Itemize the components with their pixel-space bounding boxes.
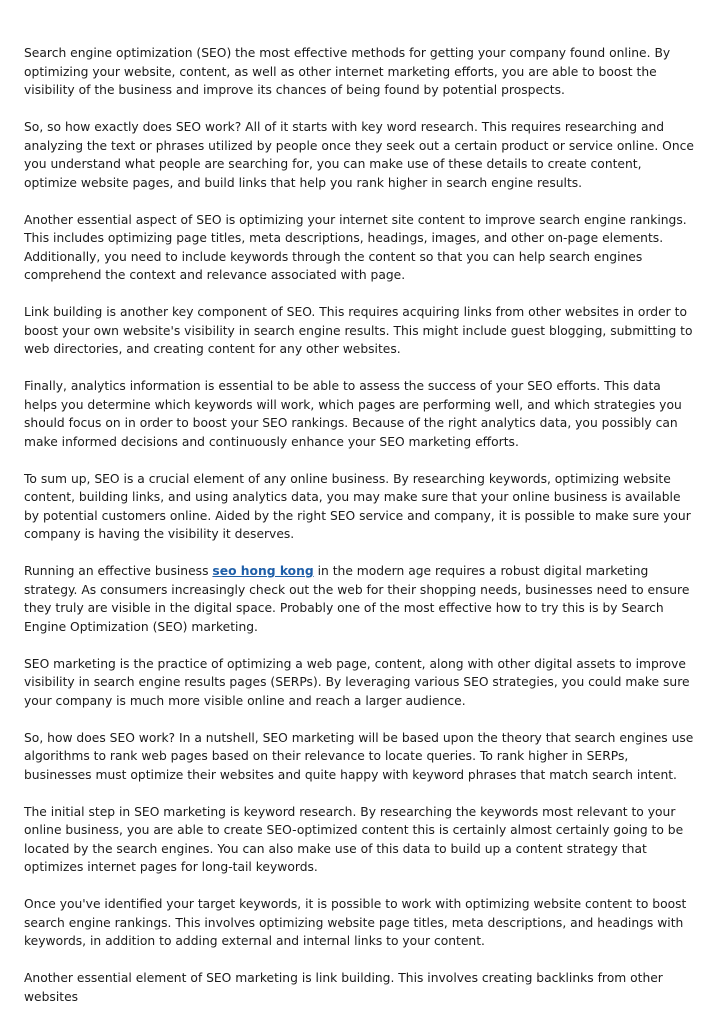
paragraph-5: Finally, analytics information is essential to be able to assess the success of your SEO efforts. This data helps you determine which keywords will work, which pages are performing well, and which strategies you should focus on in order to boost your SEO rankings. Because of the right analytics data, you possibly can make informed decisions and continuously enhance your SEO marketing efforts.: [24, 379, 682, 449]
paragraph-7: [24, 562, 696, 636]
paragraph-7-after: in the modern age requires a robust digital marketing strategy. As consumers increasingly check out the web for their shopping needs, businesses need to ensure they truly are visible in the digital space. Probably one of the most effective how to try this is by Search Engine Optimization (SEO) marketing.: [24, 564, 690, 634]
paragraph-1: Search engine optimization (SEO) the most effective methods for getting your company found online. By optimizing your website, content, as well as other internet marketing efforts, you are able to boost the visibility of the business and improve its chances of being found by potential prospects.: [24, 46, 671, 97]
paragraph-9: So, how does SEO work? In a nutshell, SEO marketing will be based upon the theory that search engines use algorithms to rank web pages based on their relevance to locate queries. To rank higher in SERPs, businesses must optimize their websites and quite happy with keyword phrases that match search intent.: [24, 730, 694, 782]
paragraph-10: The initial step in SEO marketing is keyword research. By researching the keywords most relevant to your online business, you are able to create SEO-optimized content this is certainly almost certainly going to be located by the search engines. You can also make use of this data to build up a content strategy that optimizes internet pages for long-tail keywords.: [24, 804, 684, 874]
paragraph-6: To sum up, SEO is a crucial element of any online business. By researching keywords, optimizing website content, building links, and using analytics data, you may make sure that your online business is available by potential customers online. Aided by the right SEO service and company, it is possible to make sure your company is having the visibility it deserves.: [24, 471, 691, 541]
paragraph-3: Another essential aspect of SEO is optimizing your internet site content to improve search engine rankings. This includes optimizing page titles, meta descriptions, headings, images, and other on-page elements. Additionally, you need to include keywords through the content so that you can help search engines comprehend the context and relevance associated with page.: [24, 212, 687, 282]
seo-hong-kong-link[interactable]: seo hong kong: [212, 564, 314, 578]
paragraph-8: SEO marketing is the practice of optimizing a web page, content, along with other digital assets to improve visibility in search engine results pages (SERPs). By leveraging various SEO strategies, you could make sure your company is much more visible online and reach a larger audience.: [24, 656, 690, 708]
paragraph-12: Another essential element of SEO marketing is link building. This involves creating backlinks from other websites: [24, 971, 663, 1004]
paragraph-11: Once you've identified your target keywords, it is possible to work with optimizing website content to boost search engine rankings. This involves optimizing website page titles, meta descriptions, and headings with keywords, in addition to adding external and internal links to your content.: [24, 897, 687, 948]
paragraph-2: So, so how exactly does SEO work? All of it starts with key word research. This requires researching and analyzing the text or phrases utilized by people once they seek out a certain product or service online. Once you understand what people are searching for, you can make use of these details to create content, optimize website pages, and build links that help you rank higher in search engine results.: [24, 120, 694, 190]
paragraph-7-before: Running an effective business: [24, 564, 213, 578]
document-body: [24, 44, 696, 1025]
paragraph-4: Link building is another key component of SEO. This requires acquiring links from other websites in order to boost your own website's visibility in search engine results. This might include guest blogging, submitting to web directories, and creating content for any other websites.: [24, 305, 693, 356]
